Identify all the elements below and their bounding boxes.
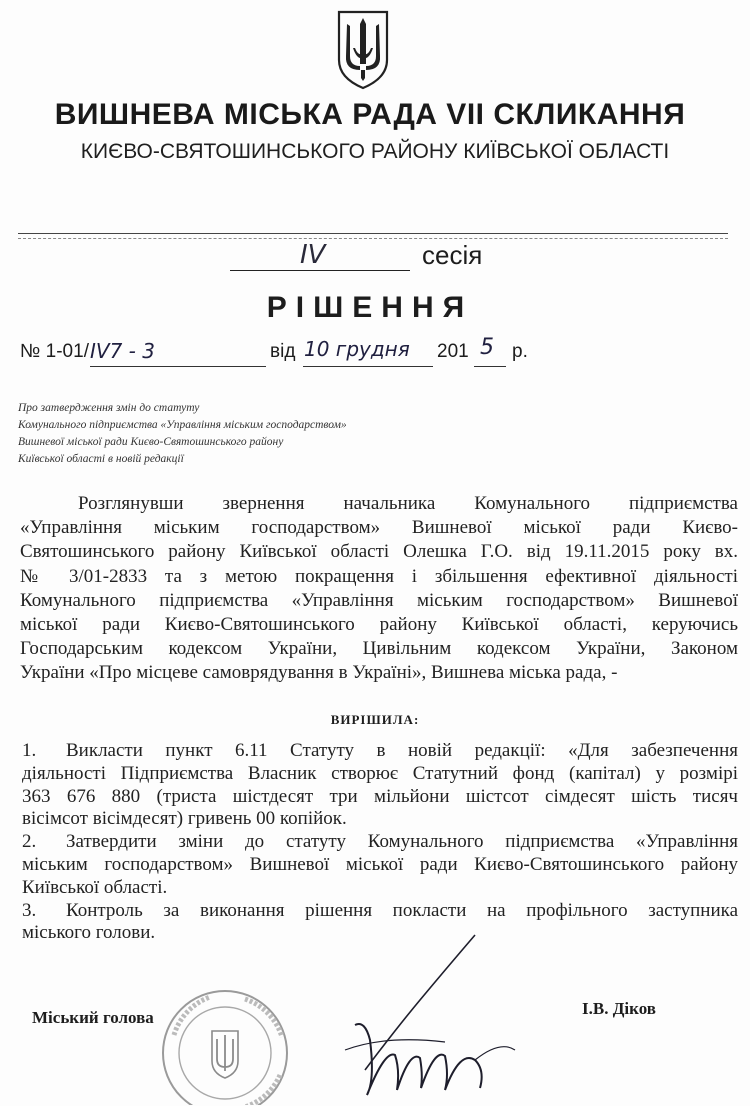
subject-line: Про затвердження змін до статуту <box>18 402 200 414</box>
item-line: Київської області. <box>22 876 168 898</box>
mayor-name: І.В. Діков <box>582 999 656 1018</box>
subject-block <box>18 400 458 468</box>
year-underline <box>474 366 506 367</box>
preamble-paragraph <box>20 492 738 686</box>
decision-number-underline <box>90 366 266 367</box>
item-line: 363 676 880 (триста шістдесят три мільйони шістсот сімдесят шість тисяч <box>22 785 738 807</box>
item-line: міського голови. <box>22 922 156 944</box>
resolved-heading: ВИРІШИЛА: <box>330 712 420 727</box>
signature-icon <box>325 930 525 1105</box>
subject-line: Комунального підприємства «Управління міським господарством» <box>18 419 347 431</box>
session-label: сесія <box>422 240 483 270</box>
preamble-line: міської ради Києво-Святошинського району Київської області, керуючись <box>20 614 738 636</box>
preamble-line: Розглянувши звернення начальника Комунального підприємства <box>78 493 738 514</box>
council-title: ВИШНЕВА МІСЬКА РАДА VII СКЛИКАННЯ <box>54 98 686 131</box>
preamble-line: Святошинського району Київської області Олешка Г.О. від 19.11.2015 року вх. <box>20 541 738 563</box>
header-divider <box>18 233 728 234</box>
session-number: IV <box>300 240 326 270</box>
session-underline <box>230 270 410 271</box>
decision-date-underline <box>303 366 433 367</box>
document-type: РІШЕННЯ <box>266 291 474 324</box>
list-item <box>22 831 738 854</box>
preamble-line: Господарським кодексом України, Цивільним кодексом України, Законом <box>20 638 738 660</box>
subject-line: Вишневої міської ради Києво-Святошинського району <box>18 436 284 448</box>
item-number: 3. <box>22 899 37 921</box>
date-from-label: від <box>270 341 296 362</box>
preamble-line: України «Про місцеве самоврядування в Україні», Вишнева міська рада, - <box>20 662 618 684</box>
item-line: діяльності Підприємства Власник створює Статутний фонд (капітал) у розмірі <box>22 762 738 784</box>
item-line: Викласти пункт 6.11 Статуту в новій редакції: «Для забезпечення <box>66 740 738 761</box>
list-item <box>22 900 738 923</box>
year-handwritten: 5 <box>480 335 494 360</box>
district-title: КИЄВО-СВЯТОШИНСЬКОГО РАЙОНУ КИЇВСЬКОЇ ОБЛАСТІ <box>80 140 670 163</box>
preamble-line: «Управління міським господарством» Вишневої міської ради Києво- <box>20 517 738 539</box>
item-line: Затвердити зміни до статуту Комунального підприємства «Управління <box>66 831 738 853</box>
decision-number-handwritten: IV7 - 3 <box>90 339 155 363</box>
item-number: 1. <box>22 740 37 761</box>
trident-emblem-icon <box>335 8 391 90</box>
decision-number-prefix: № 1-01/ <box>20 341 89 362</box>
preamble-line: Комунального підприємства «Управління міським господарством» Вишневої <box>20 589 738 611</box>
year-prefix: 201 <box>437 341 469 362</box>
item-number: 2. <box>22 831 37 853</box>
header-divider-secondary <box>18 238 728 239</box>
decision-date-handwritten: 10 грудня <box>304 337 410 361</box>
item-line: вісімсот вісімдесят) гривень 00 копійок. <box>22 808 347 830</box>
subject-line: Київської області в новій редакції <box>18 453 184 465</box>
item-line: міським господарством» Вишневої міської ради Києво-Святошинського району <box>22 853 738 875</box>
item-line: Контроль за виконання рішення покласти на профільного заступника <box>66 899 738 921</box>
preamble-line: № 3/01-2833 та з метою покращення і збільшення ефективної діяльності <box>20 565 738 587</box>
resolution-items <box>22 740 738 945</box>
year-suffix: р. <box>512 341 528 362</box>
official-stamp-icon <box>150 975 300 1105</box>
mayor-title: Міський голова <box>32 1008 154 1027</box>
list-item <box>22 740 738 763</box>
